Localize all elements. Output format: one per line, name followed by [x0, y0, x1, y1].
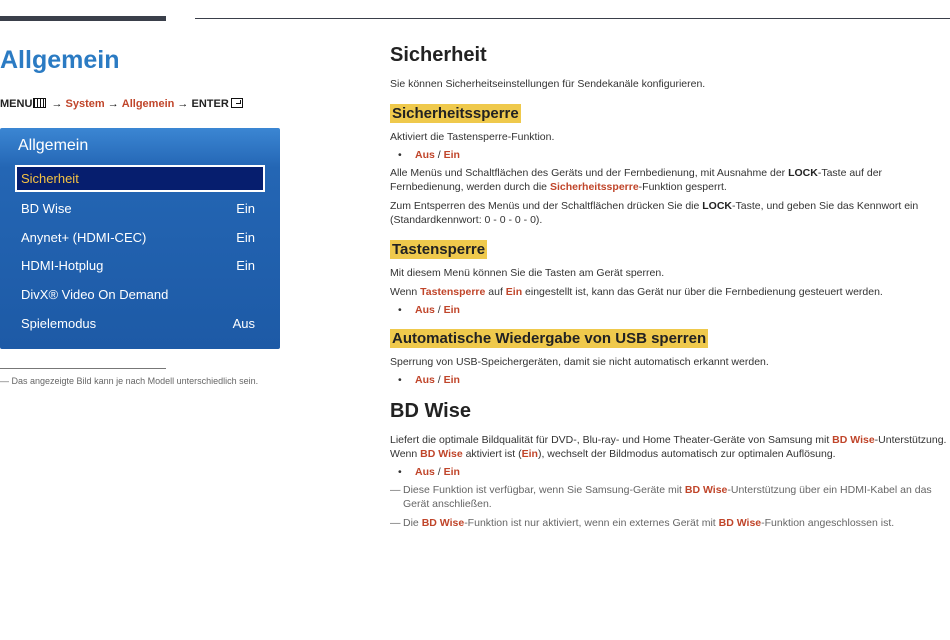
usb-desc: Sperrung von USB-Speichergeräten, damit sie nicht automatisch erkannt werden. — [390, 356, 769, 368]
note-dash: ― — [390, 484, 401, 496]
bd-wise-term: BD Wise — [832, 434, 875, 446]
tastensperre-term: Tastensperre — [420, 286, 486, 298]
osd-item-spielemodus[interactable] — [15, 310, 265, 337]
option-separator: / — [434, 466, 444, 478]
text-run: -Taste, und geben Sie das Kennwort ein (Standardkennwort: 0 - 0 - 0 - 0). — [390, 200, 919, 226]
osd-item-label: BD Wise — [21, 201, 72, 216]
osd-item-label: HDMI-Hotplug — [21, 258, 104, 273]
osd-item-label: Sicherheit — [21, 171, 79, 186]
text-run: -Funktion gesperrt. — [638, 181, 727, 193]
bullet-mark: • — [398, 304, 402, 316]
option-ein: Ein — [443, 466, 460, 478]
osd-item-sicherheit[interactable] — [15, 165, 265, 192]
text-run: -Funktion ist nur aktiviert, wenn ein externes Gerät mit — [464, 517, 719, 529]
bd-wise-term: BD Wise — [684, 484, 728, 496]
tasten-desc: Mit diesem Menü können Sie die Tasten am Gerät sperren. — [390, 267, 665, 279]
ein-term: Ein — [521, 448, 538, 460]
option-separator: / — [434, 304, 444, 316]
menu-key-label: MENU — [0, 98, 33, 110]
option-ein: Ein — [443, 304, 460, 316]
usb-options — [398, 374, 948, 386]
osd-item-value: Aus — [232, 316, 255, 331]
text-run: Wenn — [390, 286, 421, 298]
osd-item-label: Spielemodus — [21, 316, 97, 331]
sicherheitssperre-term: Sicherheitssperre — [549, 181, 639, 193]
option-aus: Aus — [415, 374, 435, 386]
sperre-desc: Aktiviert die Tastensperre-Funktion. — [390, 131, 555, 143]
note-dash: ― — [390, 517, 401, 529]
text-run: Diese Funktion ist verfügbar, wenn Sie Samsung-Geräte mit — [403, 484, 685, 496]
heading-usb-sperren: Automatische Wiedergabe von USB sperren — [392, 330, 707, 347]
enter-key-label: ENTER — [191, 98, 229, 110]
osd-item-divx[interactable] — [15, 281, 265, 308]
text-run: -Funktion angeschlossen ist. — [761, 517, 895, 529]
osd-item-hdmi-hotplug[interactable] — [15, 252, 265, 279]
tasten-paragraph-2 — [390, 285, 948, 299]
heading-sicherheitssperre: Sicherheitssperre — [392, 105, 519, 122]
menu-key-icon — [33, 98, 46, 108]
option-separator: / — [434, 149, 444, 161]
text-run: ), wechselt der Bildmodus automatisch zur optimalen Auflösung. — [537, 448, 836, 460]
sperre-paragraph-3 — [390, 199, 948, 227]
option-ein: Ein — [443, 374, 460, 386]
enter-key-icon — [231, 98, 243, 108]
option-aus: Aus — [415, 466, 435, 478]
content-column — [390, 44, 948, 535]
option-ein: Ein — [443, 149, 460, 161]
option-aus: Aus — [415, 304, 435, 316]
note-divider — [0, 368, 166, 369]
tasten-options — [398, 304, 948, 316]
text-run: Alle Menüs und Schaltflächen des Geräts und der Fernbedienung, mit Ausnahme der — [390, 167, 789, 179]
ein-term: Ein — [505, 286, 523, 298]
lock-key-term: LOCK — [702, 200, 733, 212]
header-rule-thick — [0, 16, 166, 21]
osd-item-value: Ein — [236, 201, 255, 216]
bdwise-options — [398, 466, 948, 478]
osd-item-value: Ein — [236, 258, 255, 273]
heading-bd-wise: BD Wise — [390, 400, 471, 422]
osd-menu-panel — [0, 128, 280, 349]
breadcrumb-allgemein: Allgemein — [121, 98, 175, 110]
bullet-mark: • — [398, 149, 402, 161]
bd-wise-term: BD Wise — [718, 517, 762, 529]
osd-item-label: DivX® Video On Demand — [21, 287, 169, 302]
note-dash: ― — [0, 376, 9, 386]
bdwise-note-1 — [390, 483, 948, 511]
text-run: -Unterstützung. Wenn — [390, 434, 947, 460]
heading-sicherheit: Sicherheit — [390, 44, 487, 66]
breadcrumb-arrow: → — [107, 98, 119, 110]
text-run: Zum Entsperren des Menüs und der Schaltflächen drücken Sie die — [390, 200, 703, 212]
header-rule-thin — [195, 18, 950, 19]
sicherheit-desc: Sie können Sicherheitseinstellungen für Sendekanäle konfigurieren. — [390, 78, 706, 90]
text-run: Liefert die optimale Bildqualität für DVD-, Blu-ray- und Home Theater-Geräte von Samsung mit — [390, 434, 833, 446]
bdwise-paragraph — [390, 433, 948, 461]
text-run: -Taste auf der Fernbedienung, werden durch die — [390, 167, 883, 193]
option-separator: / — [434, 374, 444, 386]
bd-wise-term: BD Wise — [420, 448, 463, 460]
breadcrumb-system: System — [65, 98, 105, 110]
osd-item-label: Anynet+ (HDMI-CEC) — [21, 230, 147, 245]
sperre-paragraph-2 — [390, 166, 948, 194]
heading-tastensperre: Tastensperre — [392, 241, 486, 258]
text-run: Die — [403, 517, 422, 529]
text-run: eingestellt ist, kann das Gerät nur über die Fernbedienung gesteuert werden. — [522, 286, 883, 298]
osd-menu-title: Allgemein — [18, 137, 89, 154]
page-title: Allgemein — [0, 46, 120, 74]
osd-item-bd-wise[interactable] — [15, 195, 265, 222]
image-note — [0, 376, 258, 386]
bd-wise-term: BD Wise — [421, 517, 465, 529]
lock-key-term: LOCK — [788, 167, 818, 179]
text-run: aktiviert ist ( — [462, 448, 522, 460]
bullet-mark: • — [398, 466, 402, 478]
text-run: -Unterstützung über ein HDMI-Kabel an das Gerät anschließen. — [403, 484, 932, 510]
sperre-options — [398, 149, 948, 161]
text-run: auf — [485, 286, 506, 298]
osd-item-anynet[interactable] — [15, 224, 265, 251]
note-text: Das angezeigte Bild kann je nach Modell unterschiedlich sein. — [11, 376, 259, 386]
breadcrumb-arrow: → — [177, 98, 189, 110]
breadcrumb — [0, 98, 243, 110]
bullet-mark: • — [398, 374, 402, 386]
breadcrumb-arrow: → — [51, 98, 63, 110]
osd-item-value: Ein — [236, 230, 255, 245]
option-aus: Aus — [415, 149, 435, 161]
bdwise-note-2 — [390, 516, 948, 530]
